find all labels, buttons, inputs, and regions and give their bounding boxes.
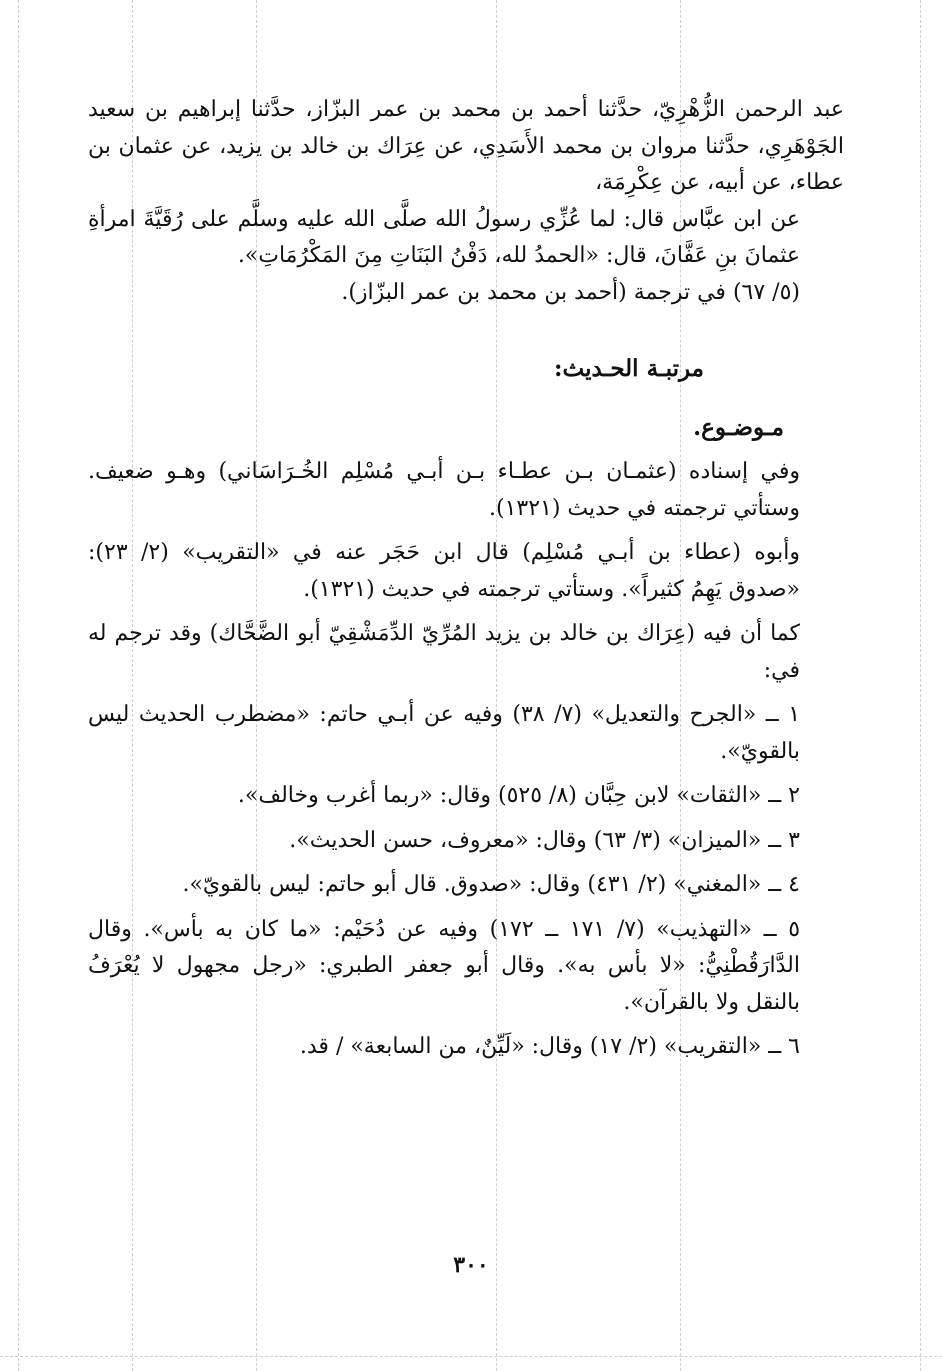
page-number: ٣٠٠	[453, 1252, 489, 1278]
section-heading: مرتبـة الحـديث:	[554, 355, 704, 382]
list-item: ٣ ــ «الميزان» (٣/ ٦٣) وقال: «معروف، حسن الحديث».	[289, 827, 800, 853]
reference-line: (٥/ ٦٧) في ترجمة (أحمد بن محمد بن عمر البزّاز).	[341, 279, 800, 305]
verdict: مـوضـوع.	[693, 413, 784, 441]
list-item: ٥ ــ «التهذيب» (٧/ ١٧١ ــ ١٧٢) وفيه عن دُحَيْم: «ما كان به بأس». وقال الدَّارَقُطْنِيُّ: «لا بأس به». وقال أبو جعفر الطبري: «رجل مجهول لا يُعْرَفُ بالنقل ولا بالقرآن».	[88, 916, 801, 1015]
list-item: ٢ ــ «الثقات» لابن حِبَّان (٨/ ٥٢٥) وقال: «ربما أغرب وخالف».	[237, 783, 800, 808]
reason-paragraph-3: كما أن فيه (عِرَاك بن خالد بن يزيد المُرِّيّ الدِّمَشْقِيّ أبو الضَّحَّاك) وقد ترجم له في:	[88, 621, 800, 683]
list-item: ٦ ــ «التقريب» (٢/ ١٧) وقال: «لَيِّنٌ، من السابعة» / قد.	[299, 1034, 800, 1059]
matn-paragraph: عن ابن عبَّاس قال: لما عُزِّي رسولُ الله صلَّى الله عليه وسلَّم على رُقَيَّةَ امرأةِ عثمانَ بنِ عَفَّانَ، قال: «الحمدُ لله، دَفْنُ البَنَاتِ مِنَ المَكْرُمَاتِ».	[88, 206, 800, 268]
document-page	[88, 92, 844, 1292]
isnad-paragraph: عبد الرحمن الزُّهْرِيّ، حدَّثنا أحمد بن محمد بن عمر البزّاز، حدَّثنا إبراهيم بن سعيد الجَوْهَرِي، حدَّثنا مروان بن محمد الأَسَدِي، عن عِرَاك بن خالد بن يزيد، عن عثمان بن عطاء، عن أبيه، عن عِكْرِمَة،	[88, 97, 844, 195]
list-item: ٤ ــ «المغني» (٢/ ٤٣١) وقال: «صدوق. قال أبو حاتم: ليس بالقويّ».	[182, 872, 800, 897]
reason-paragraph-2: وأبوه (عطاء بن أبـي مُسْلِم) قال ابن حَجَر عنه في «التقريب» (٢/ ٢٣): «صدوق يَهِمُ كثيراً». وستأتي ترجمته في حديث (١٣٢١).	[88, 540, 801, 602]
list-item: ١ ــ «الجرح والتعديل» (٧/ ٣٨) وفيه عن أبـي حاتم: «مضطرب الحديث ليس بالقويّ».	[88, 702, 801, 764]
reason-paragraph-1: وفي إسناده (عثمـان بـن عطـاء بـن أبـي مُسْلِم الخُـرَاسَاني) وهـو ضعيف. وستأتي ترجمته في حديث (١٣٢١).	[88, 459, 800, 521]
